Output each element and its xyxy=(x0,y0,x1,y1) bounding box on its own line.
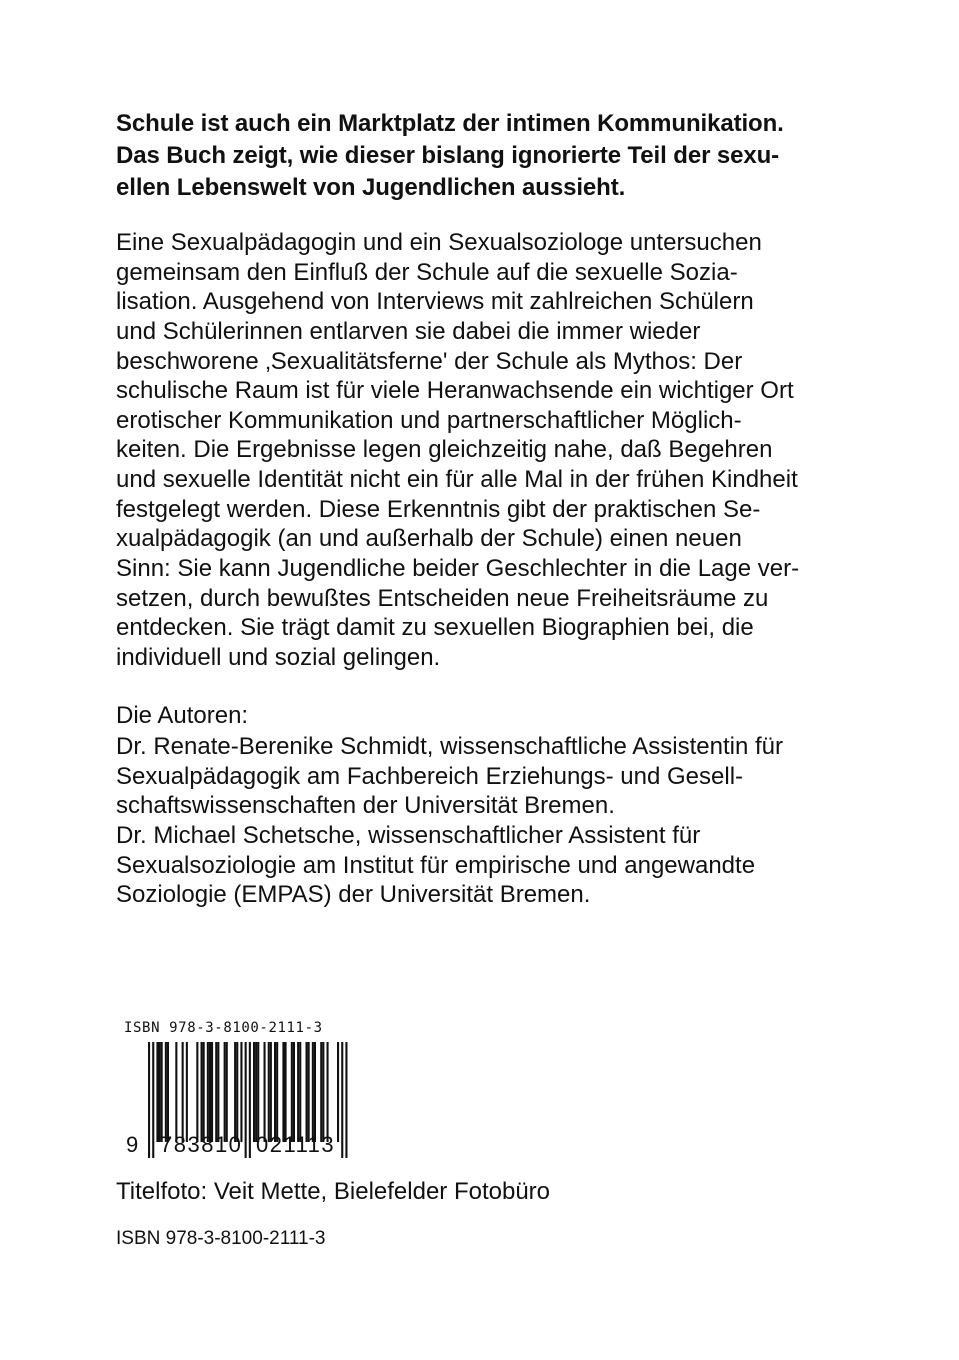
barcode-bar xyxy=(167,1042,169,1142)
body-line: setzen, durch bewußtes Entscheiden neue Freiheitsräume zu xyxy=(116,585,769,612)
barcode-bar xyxy=(186,1042,188,1142)
barcode-bar xyxy=(257,1042,259,1142)
barcode-bar xyxy=(255,1042,257,1142)
body-line: xualpädagogik (an und außerhalb der Schule) einen neuen xyxy=(116,525,742,552)
barcode-bar xyxy=(249,1042,251,1158)
barcode-bar xyxy=(226,1042,228,1142)
barcode-bar xyxy=(152,1042,154,1158)
barcode-bar xyxy=(182,1042,184,1142)
body-line: Sinn: Sie kann Jugendliche beider Geschlechter in die Lage ver- xyxy=(116,555,800,582)
barcode-bar xyxy=(293,1042,295,1142)
body-line: erotischer Kommunikation und partnerschaftlicher Möglich- xyxy=(116,407,742,434)
lead-line: Das Buch zeigt, wie dieser bislang ignorierte Teil der sexu- xyxy=(116,142,780,169)
isbn-barcode xyxy=(120,1020,370,1162)
body-line: entdecken. Sie trägt damit zu sexuellen Biographien bei, die xyxy=(116,614,754,641)
barcode-bar xyxy=(224,1042,226,1142)
barcode-bar xyxy=(175,1042,177,1142)
body-line: individuell und sozial gelingen. xyxy=(116,644,441,671)
barcode-bar xyxy=(327,1042,329,1142)
barcode-bar xyxy=(240,1042,242,1142)
barcode-bar xyxy=(312,1042,314,1142)
body-line: und sexuelle Identität nicht ein für alle Mal in der frühen Kindheit xyxy=(116,466,798,493)
barcode-bar xyxy=(161,1042,163,1142)
authors-heading: Die Autoren: xyxy=(116,702,249,729)
body-line: keiten. Die Ergebnisse legen gleichzeitig nahe, daß Begehren xyxy=(116,436,773,463)
body-line: und Schülerinnen entlarven sie dabei die immer wieder xyxy=(116,318,701,345)
barcode-bar xyxy=(270,1042,272,1142)
barcode-bar xyxy=(245,1042,247,1158)
barcode-bar xyxy=(276,1042,278,1142)
barcode-bar xyxy=(217,1042,219,1142)
lead-line: Schule ist auch ein Marktplatz der intimen Kommunikation. xyxy=(116,110,784,137)
barcode-bar xyxy=(165,1042,167,1142)
barcode-bar xyxy=(211,1042,213,1142)
author-line: Sexualpädagogik am Fachbereich Erziehungs- und Gesell- xyxy=(116,763,744,790)
body-line: schulische Raum ist für viele Heranwachsende ein wichtiger Ort xyxy=(116,377,794,404)
barcode-bar xyxy=(264,1042,266,1142)
barcode-bar xyxy=(203,1042,205,1142)
barcode-bar xyxy=(234,1042,236,1142)
barcode-bar xyxy=(322,1042,324,1142)
author-line: schaftswissenschaften der Universität Bremen. xyxy=(116,792,615,819)
barcode-bar xyxy=(297,1042,299,1142)
author-line: Dr. Michael Schetsche, wissenschaftlicher Assistent für xyxy=(116,822,701,849)
body-line: festgelegt werden. Diese Erkenntnis gibt der praktischen Se- xyxy=(116,496,761,523)
barcode-bar xyxy=(306,1042,308,1142)
author-line: Dr. Renate-Berenike Schmidt, wissenschaftliche Assistentin für xyxy=(116,733,783,760)
body-line: lisation. Ausgehend von Interviews mit zahlreichen Schülern xyxy=(116,288,754,315)
barcode-bar xyxy=(268,1042,270,1142)
barcode-bar xyxy=(320,1042,322,1142)
barcode-bar xyxy=(308,1042,310,1142)
barcode-bar xyxy=(148,1042,150,1158)
photo-credit: Titelfoto: Veit Mette, Bielefelder Fotobüro xyxy=(116,1178,551,1205)
barcode-bar xyxy=(337,1042,339,1142)
barcode-first-digit: 9 xyxy=(126,1132,139,1157)
barcode-bar xyxy=(156,1042,158,1142)
barcode-bar xyxy=(314,1042,316,1142)
body-line: gemeinsam den Einfluß der Schule auf die sexuelle Sozia- xyxy=(116,259,738,286)
barcode-right-digits: 021113 xyxy=(256,1132,336,1157)
barcode-bar xyxy=(291,1042,293,1142)
barcode-bar xyxy=(285,1042,287,1142)
barcode-bar xyxy=(159,1042,161,1142)
isbn-number: ISBN 978-3-8100-2111-3 xyxy=(116,1228,326,1249)
lead-line: ellen Lebenswelt von Jugendlichen aussieht. xyxy=(116,174,626,201)
author-line: Sexualsoziologie am Institut für empirische und angewandte xyxy=(116,852,756,879)
barcode-bar xyxy=(201,1042,203,1142)
barcode-bar xyxy=(345,1042,347,1158)
barcode-left-digits: 783810 xyxy=(160,1132,243,1157)
barcode-bar xyxy=(236,1042,238,1142)
barcode-bar xyxy=(209,1042,211,1142)
body-line: beschworene ‚Sexualitätsferne' der Schule als Mythos: Der xyxy=(116,348,743,375)
barcode-isbn-label: ISBN 978-3-8100-2111-3 xyxy=(124,1020,323,1036)
author-line: Soziologie (EMPAS) der Universität Bremen. xyxy=(116,881,591,908)
barcode-bar xyxy=(196,1042,198,1142)
body-line: Eine Sexualpädagogin und ein Sexualsoziologe untersuchen xyxy=(116,229,762,256)
barcode-bar xyxy=(207,1042,209,1142)
barcode-bar xyxy=(274,1042,276,1142)
barcode-bar xyxy=(341,1042,343,1158)
barcode-bar xyxy=(215,1042,217,1142)
barcode-bar xyxy=(299,1042,301,1142)
barcode-bar xyxy=(253,1042,255,1142)
barcode-bar xyxy=(282,1042,284,1142)
